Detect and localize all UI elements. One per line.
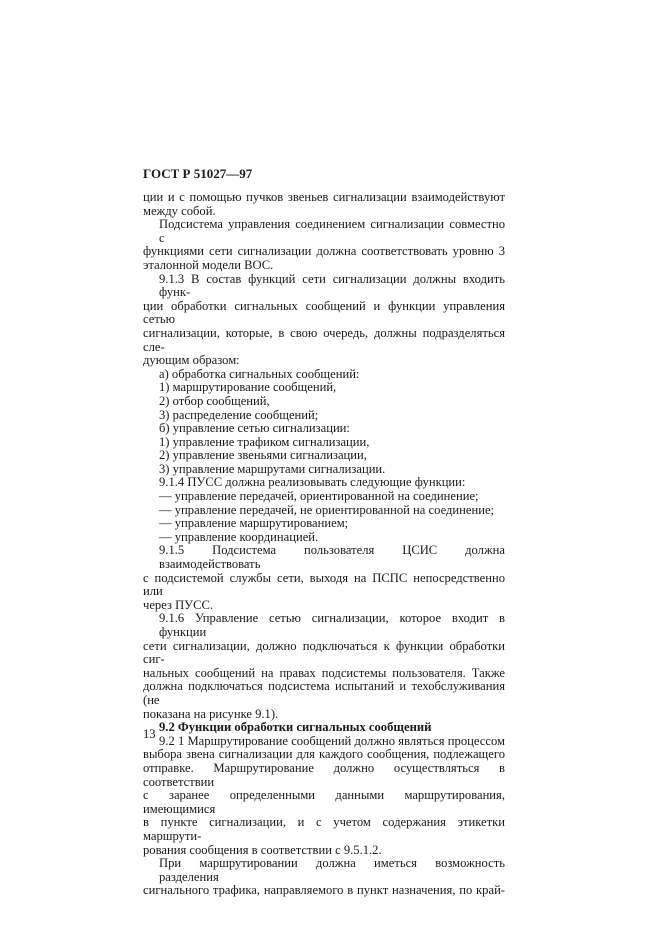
text-line: с подсистемой службы сети, выходя на ПСПС непосредственно или xyxy=(143,570,505,599)
document-body xyxy=(143,191,505,898)
text-line: между собой. xyxy=(143,203,216,218)
text-line: — управление маршрутированием; xyxy=(159,516,349,531)
text-line: показана на рисунке 9.1). xyxy=(143,706,279,721)
text-line: При маршрутировании должна иметься возможность разделения xyxy=(159,856,505,884)
text-line: через ПУСС. xyxy=(143,597,214,612)
document-header: ГОСТ Р 51027—97 xyxy=(143,166,253,181)
text-line: Подсистема управления соединением сигнализации совместно с xyxy=(159,217,505,245)
text-line: отправке. Маршрутирование должно осуществляться в соответствии xyxy=(143,760,505,789)
text-line: — управление передачей, ориентированной на соединение; xyxy=(159,489,479,504)
text-line: 9.1.5 Подсистема пользователя ЦСИС должна взаимодействовать xyxy=(159,543,505,572)
text-line: с заранее определенными данными маршрутирования, имеющимися xyxy=(143,788,505,816)
text-line: сигнализации, которые, в свою очередь, должны подразделяться сле- xyxy=(143,325,505,354)
text-line: 2) управление звеньями сигнализации, xyxy=(159,448,367,463)
text-line: рования сообщения в соответствии с 9.5.1.2. xyxy=(143,842,382,857)
text-line: 2) отбор сообщений, xyxy=(159,393,270,408)
text-line: а) обработка сигнальных сообщений: xyxy=(159,366,360,381)
text-line: 3) управление маршрутами сигнализации. xyxy=(159,461,386,476)
text-line: — управление передачей, не ориентированной на соединение; xyxy=(159,502,495,517)
text-line: 9.1.6 Управление сетью сигнализации, которое входит в функции xyxy=(159,611,505,639)
text-line: 9.1.3 В состав функций сети сигнализации должны входить функ- xyxy=(159,271,505,300)
text-line: функциями сети сигнализации должна соответствовать уровню 3 xyxy=(143,244,505,259)
text-line: б) управление сетью сигнализации: xyxy=(159,421,350,436)
text-line: 1) маршрутирование сообщений, xyxy=(159,380,337,395)
text-line: сигнального трафика, направляемого в пункт назначения, по край- xyxy=(143,883,505,898)
text-line: 9.1.4 ПУСС должна реализовывать следующие функции: xyxy=(159,475,466,490)
text-line: ции и с помощью пучков звеньев сигнализации взаимодействуют xyxy=(143,190,505,204)
section-heading: 9.2 Функции обработки сигнальных сообщений xyxy=(159,720,432,735)
page-number: 13 xyxy=(143,727,156,741)
text-line: выбора звена сигнализации для каждого сообщения, подлежащего xyxy=(143,747,505,762)
text-line: должна подключаться подсистема испытаний и техобслуживания (не xyxy=(143,679,505,707)
text-line: 1) управление трафиком сигнализации, xyxy=(159,434,370,449)
text-line: нальных сообщений на правах подсистемы пользователя. Также xyxy=(143,665,505,680)
text-line: дующим образом: xyxy=(143,353,240,368)
text-line: 9.2 1 Маршрутирование сообщений должно являться процессом xyxy=(159,733,505,748)
text-line: в пункте сигнализации, и с учетом содержания этикетки маршрути- xyxy=(143,815,505,843)
text-line: 3) распределение сообщений; xyxy=(159,407,319,422)
text-line: ции обработки сигнальных сообщений и функции управления сетью xyxy=(143,298,505,327)
text-line: сети сигнализации, должно подключаться к функции обработки сиг- xyxy=(143,638,505,667)
text-line: — управление координацией. xyxy=(159,529,319,544)
text-line: эталонной модели ВОС. xyxy=(143,257,274,272)
